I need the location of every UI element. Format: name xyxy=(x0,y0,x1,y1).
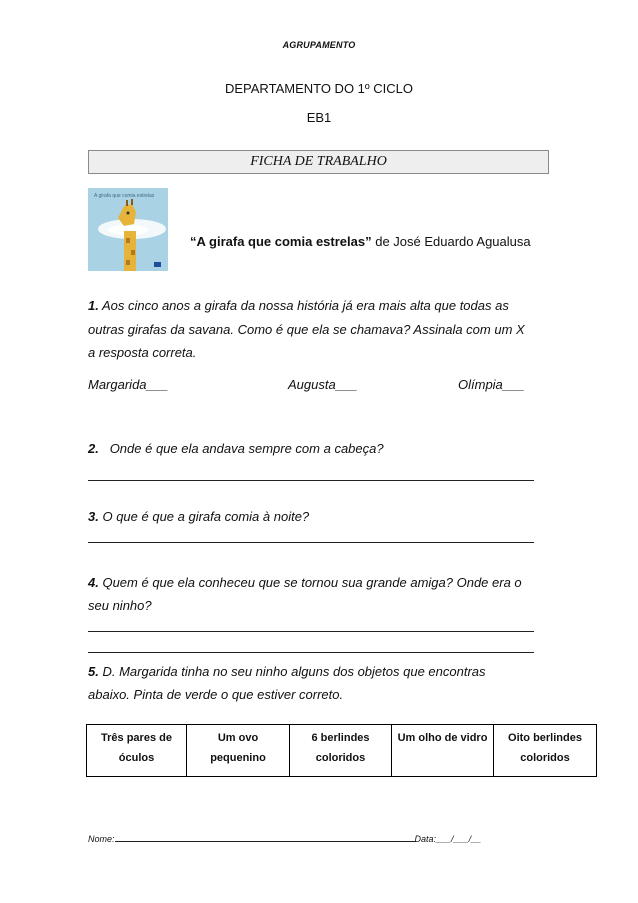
cell-text: coloridos xyxy=(315,752,366,764)
question-1-text-2: outras girafas da savana. Como é que ela se chamava? Assinala com um X xyxy=(88,322,525,337)
cell-text: Um olho de vidro xyxy=(397,732,488,744)
question-5-line-1 xyxy=(88,660,486,683)
cell-text: Oito berlindes xyxy=(508,732,582,744)
worksheet-title-box xyxy=(88,150,549,174)
option-margarida[interactable]: Margarida___ xyxy=(88,377,169,392)
answer-line-q2[interactable] xyxy=(88,480,534,481)
objects-table xyxy=(86,724,597,777)
question-2 xyxy=(88,437,384,460)
question-3-number: 3. xyxy=(88,509,99,524)
table-cell-oculos[interactable] xyxy=(87,725,187,777)
question-4-number: 4. xyxy=(88,575,99,590)
name-field[interactable] xyxy=(115,833,415,842)
option-olimpia[interactable]: Olímpia___ xyxy=(458,377,525,392)
department-title: DEPARTAMENTO DO 1º CICLO xyxy=(225,81,413,96)
question-4-line-1 xyxy=(88,571,522,594)
cell-text: coloridos xyxy=(520,752,570,764)
book-title: “A girafa que comia estrelas” xyxy=(190,234,372,249)
question-2-text: Onde é que ela andava sempre com a cabeça? xyxy=(109,441,384,456)
question-1-number: 1. xyxy=(88,298,99,313)
book-title-line xyxy=(190,234,531,249)
cell-text: Três pares de xyxy=(101,732,172,744)
table-row xyxy=(87,725,597,777)
question-1-text-3: a resposta correta. xyxy=(88,345,197,360)
table-cell-olho-de-vidro[interactable] xyxy=(392,725,494,777)
question-1-line-1 xyxy=(88,294,509,317)
cell-text: óculos xyxy=(118,752,155,764)
question-5-text-1: D. Margarida tinha no seu ninho alguns dos objetos que encontras xyxy=(102,664,486,679)
question-5-text-2: abaixo. Pinta de verde o que estiver correto. xyxy=(88,687,344,702)
worksheet-title: FICHA DE TRABALHO xyxy=(250,154,387,169)
option-augusta[interactable]: Augusta___ xyxy=(288,377,358,392)
answer-line-q4-1[interactable] xyxy=(88,631,534,632)
book-author: de José Eduardo Agualusa xyxy=(375,234,531,249)
footer xyxy=(88,833,481,844)
table-cell-oito-berlindes[interactable] xyxy=(494,725,597,777)
giraffe-illustration xyxy=(88,188,168,271)
cell-text: pequenino xyxy=(210,752,266,764)
question-5-number: 5. xyxy=(88,664,99,679)
book-cover-image xyxy=(88,188,168,271)
table-cell-ovo[interactable] xyxy=(187,725,290,777)
answer-line-q4-2[interactable] xyxy=(88,652,534,653)
question-4-text-2: seu ninho? xyxy=(88,598,152,613)
answer-line-q3[interactable] xyxy=(88,542,534,543)
question-2-number: 2. xyxy=(88,441,99,456)
school-name: EB1 xyxy=(306,110,332,125)
date-label: Data: xyxy=(414,834,437,844)
question-3-text: O que é que a girafa comia à noite? xyxy=(102,509,310,524)
cell-text: Um ovo xyxy=(217,732,259,744)
table-cell-6-berlindes[interactable] xyxy=(290,725,392,777)
question-4-text-1: Quem é que ela conheceu que se tornou sua grande amiga? Onde era o xyxy=(102,575,522,590)
book-cover-title: A girafa que comia estrelas xyxy=(94,193,155,199)
cell-text: 6 berlindes xyxy=(311,732,370,744)
question-1-text-1: Aos cinco anos a girafa da nossa história já era mais alta que todas as xyxy=(101,298,509,313)
agrupamento-header: AGRUPAMENTO xyxy=(282,40,356,50)
date-field[interactable]: ___/___/__ xyxy=(436,834,482,844)
name-label: Nome: xyxy=(88,834,115,844)
question-3 xyxy=(88,505,309,528)
